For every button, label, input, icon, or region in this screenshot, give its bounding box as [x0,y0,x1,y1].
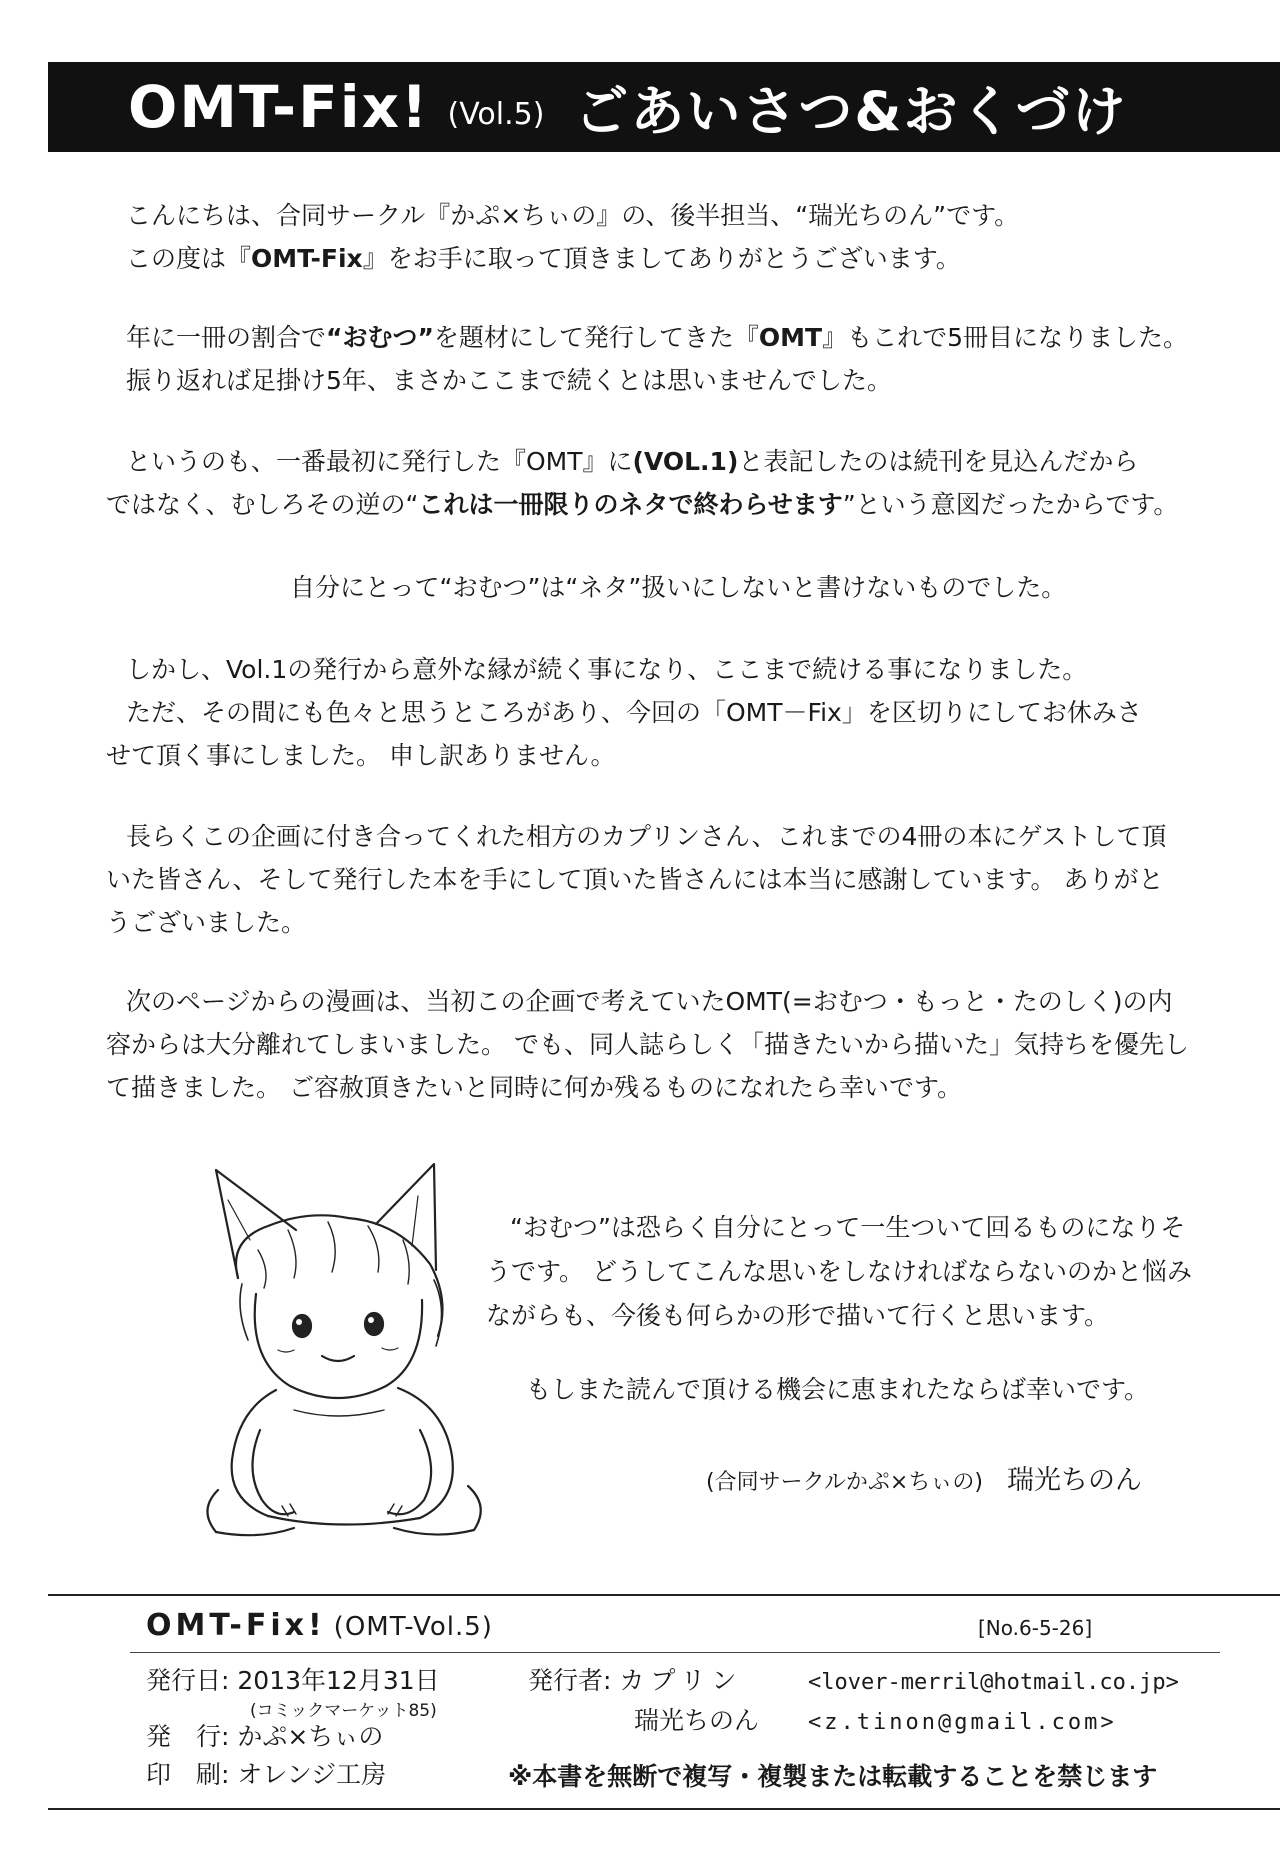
paragraph-6-line-3: うございました。 [106,908,307,937]
paragraph-2 [126,316,1226,402]
paragraph-1 [126,194,1226,280]
bold-span: OMT [758,323,823,352]
paragraph-5-line-3: せて頂く事にしました。 申し訳ありません。 [106,741,616,770]
printer-label: 印 刷: [146,1760,230,1789]
paragraph-5-line-1: しかし、Vol.1の発行から意外な縁が続く事になり、ここまで続ける事になりました。 [126,655,1088,684]
issuer-row [146,1722,383,1752]
text-span: というのも、一番最初に発行した『OMT』に [126,447,633,476]
colophon-title [146,1608,493,1643]
closing-line-2: うです。 どうしてこんな思いをしなければならないのかと悩み [486,1257,1192,1286]
title-banner [48,62,1280,152]
issuer-value: かぷ×ちぃの [237,1722,384,1751]
paragraph-6 [106,815,1226,944]
text-span: 』もこれで5冊目になりました。 [822,323,1189,352]
text-span: ”という意図だったからです。 [842,490,1179,519]
text-span: と表記したのは続刊を見込んだから [738,447,1139,476]
publisher-label: 発行者: [528,1666,612,1695]
text-span: 』をお手に取って頂きましてありがとうございます。 [362,244,961,273]
publisher-2-name: 瑞光ちのん [634,1706,760,1735]
closing-line-1: “おむつ”は恐らく自分にとって一生ついて回るものになりそ [510,1213,1186,1242]
publisher-1-email: <lover-merril@hotmail.co.jp> [808,1670,1179,1695]
paragraph-7-line-2: 容からは大分離れてしまいました。 でも、同人誌らしく「描きたいから描いた」気持ちを優先し [106,1030,1189,1059]
colophon-top-rule [48,1594,1280,1596]
bold-span: これは一冊限りのネタで終わらせます [418,490,843,519]
paragraph-3-line-2 [106,483,1226,526]
colophon-number: [No.6-5-26] [978,1616,1093,1640]
colophon-volume: (OMT-Vol.5) [333,1612,493,1642]
title-main: OMT-Fix! [128,73,430,141]
publish-date-row [146,1666,440,1696]
bold-span: OMT-Fix [251,244,363,273]
paragraph-5 [106,648,1226,777]
signature-circle: (合同サークルかぷ×ちぃの) [706,1470,983,1495]
event-name: (コミックマーケット85) [250,1701,437,1721]
copyright-warning: ※本書を無断で複写・複製または転載することを禁じます [508,1762,1158,1791]
publisher-1-name: カプリン [619,1666,743,1695]
title-volume: (Vol.5) [447,96,545,132]
title-japanese: ごあいさつ&おくづけ [574,79,1128,143]
publish-date-value: 2013年12月31日 [237,1666,440,1695]
signature-name: 瑞光ちのん [1006,1465,1142,1496]
text-span: を題材にして発行してきた『 [433,323,759,352]
bold-span: “おむつ” [326,323,434,352]
signature [706,1458,1142,1497]
paragraph-7-line-1: 次のページからの漫画は、当初この企画で考えていたOMT(=おむつ・もっと・たのしく)の内 [126,987,1173,1016]
colophon-bottom-rule [48,1808,1280,1810]
paragraph-7-line-3: て描きました。 ご容赦頂きたいと同時に何か残るものになれたら幸いです。 [106,1073,962,1102]
publisher-row-1 [528,1666,742,1696]
paragraph-4 [290,566,1280,609]
closing-line-4: もしまた読んで頂ける機会に恵まれたならば幸いです。 [526,1375,1150,1404]
printer-value: オレンジ工房 [237,1760,387,1789]
closing-line-3: ながらも、今後も何らかの形で描いて行くと思います。 [486,1301,1110,1330]
closing-message [486,1206,1226,1412]
publisher-2-email: <z.tinon@gmail.com> [808,1710,1117,1735]
printer-row [146,1760,386,1790]
paragraph-3-line-1 [126,440,1226,483]
publish-date-label: 発行日: [146,1666,230,1695]
paragraph-1-line-1: こんにちは、合同サークル『かぷ×ちぃの』の、後半担当、“瑞光ちのん”です。 [126,201,1020,230]
paragraph-5-line-2: ただ、その間にも色々と思うところがあり、今回の「OMT－Fix」を区切りにしてお休みさ [126,698,1142,727]
paragraph-7 [106,980,1226,1109]
colophon-title-underline [130,1652,1220,1653]
paragraph-2-line-1 [126,316,1226,359]
paragraph-4-line-1: 自分にとって“おむつ”は“ネタ”扱いにしないと書けないものでした。 [290,573,1067,602]
text-span: ではなく、むしろその逆の“ [106,490,419,519]
paragraph-6-line-2: いた皆さん、そして発行した本を手にして頂いた皆さんには本当に感謝しています。 ありがと [106,865,1164,894]
paragraph-6-line-1: 長らくこの企画に付き合ってくれた相方のカプリンさん、これまでの4冊の本にゲストして頂 [126,822,1167,851]
text-span: 年に一冊の割合で [126,323,327,352]
text-span: この度は『 [126,244,252,273]
colophon-title-text: OMT-Fix! [146,1608,326,1643]
baby-cat-ears-illustration [198,1160,498,1540]
bold-span: (VOL.1) [632,447,739,476]
paragraph-1-line-2 [126,237,1226,280]
paragraph-2-line-2: 振り返れば足掛け5年、まさかここまで続くとは思いませんでした。 [126,366,892,395]
paragraph-3 [106,440,1226,526]
issuer-label: 発 行: [146,1722,230,1751]
